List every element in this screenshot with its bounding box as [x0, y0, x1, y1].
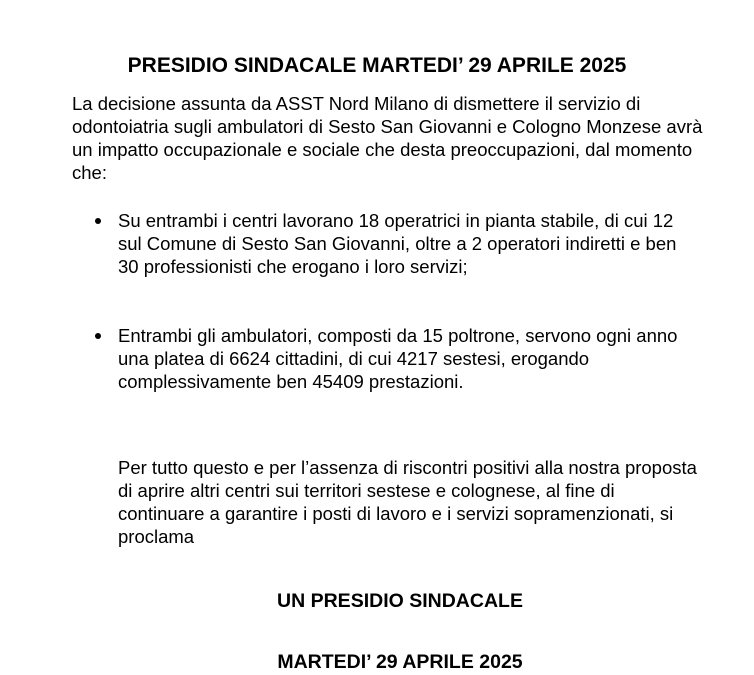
document-title: PRESIDIO SINDACALE MARTEDI’ 29 APRILE 2025 [127, 54, 627, 77]
bullet-text-clinics: Entrambi gli ambulatori, composti da 15 poltrone, servono ogni anno una platea di 6624 cittadini, di cui 4217 sestesi, erogando complessivamente ben 45409 prestazioni. [118, 325, 678, 392]
closing-paragraph: Per tutto questo e per l’assenza di riscontri positivi alla nostra proposta di aprire altri centri sui territori sestese e colognese, al fine di continuare a garantire i posti di lavoro e i servizi sopramenzionati, si proclama [118, 457, 697, 547]
bullet-icon [95, 218, 101, 224]
bullet-text-staff: Su entrambi i centri lavorano 18 operatrici in pianta stabile, di cui 12 sul Comune di Sesto San Giovanni, oltre a 2 operatori indiretti e ben 30 professionisti che erogano i loro servizi; [118, 210, 677, 277]
bullet-item-staff [0, 209, 698, 278]
bullet-icon [95, 333, 101, 339]
date-heading: MARTEDI’ 29 APRILE 2025 [277, 651, 523, 673]
bullet-item-clinics [0, 324, 698, 393]
bullet-list [0, 209, 754, 393]
announcement-heading: UN PRESIDIO SINDACALE [277, 590, 523, 612]
intro-paragraph: La decisione assunta da ASST Nord Milano di dismettere il servizio di odontoiatria sugli ambulatori di Sesto San Giovanni e Cologno Monzese avrà un impatto occupazionale e sociale che desta preoccupazioni, dal momento che: [72, 93, 703, 183]
